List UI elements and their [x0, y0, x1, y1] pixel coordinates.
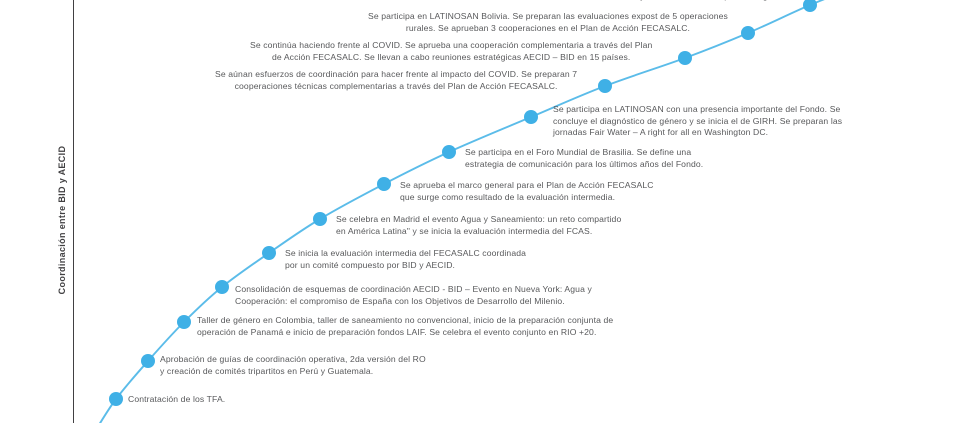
milestone-dot-latinosan-bolivia [741, 26, 755, 40]
milestone-label-line: operación de Panamá e inicio de preparación fondos LAIF. Se celebra el evento conjunto en RIO +20. [197, 326, 597, 337]
milestone-label-line: Se aprueba el marco general para el Plan de Acción FECASALC [400, 180, 654, 190]
milestone-label-line: y creación de comités tripartitos en Perú y Guatemala. [160, 365, 374, 376]
milestone-label-marco-general-fecasalc [400, 180, 654, 203]
milestone-label-line: en América Latina" y se inicia la evaluación intermedia del FCAS. [336, 225, 593, 236]
milestone-dot-latinosan-presencia [524, 110, 538, 124]
milestone-label-line: Se participa en el Foro Mundial de Brasilia. Se define una [465, 147, 692, 157]
milestone-dot-marco-general-fecasalc [377, 177, 391, 191]
milestone-dot-inicio-evaluacion-intermedia [262, 246, 276, 260]
milestone-dot-continua-covid [678, 51, 692, 65]
milestone-label-continua-covid [250, 40, 652, 63]
milestone-label-evento-madrid [336, 214, 621, 237]
milestone-label-line: por un comité compuesto por BID y AECID. [285, 259, 456, 270]
milestone-label-line: Se participa en LATINOSAN con una presencia importante del Fondo. Se [553, 104, 841, 114]
milestone-label-line: Aprobación de guías de coordinación operativa, 2da versión del RO [160, 354, 426, 364]
milestone-label-line: cooperaciones técnicas complementarias a través del Plan de Acción FECASALC. [234, 80, 558, 91]
milestone-label-line: Se participa en LATINOSAN Bolivia. Se preparan las evaluaciones expost de 5 operaciones [368, 11, 728, 21]
milestone-label-esfuerzos-covid [215, 69, 577, 92]
milestone-label-latinosan-presencia [553, 104, 842, 139]
milestone-dot-foro-mundial-brasilia [442, 145, 456, 159]
milestone-label-line: jornadas Fair Water – A right for all en Washington DC. [553, 127, 769, 138]
milestone-label-foro-mundial-brasilia [465, 147, 703, 170]
milestone-dot-consolidacion-esquemas [215, 280, 229, 294]
milestone-label-line: Cooperación: el compromiso de España con los Objetivos de Desarrollo del Milenio. [235, 295, 565, 306]
milestone-label-aprobacion-guias [160, 354, 426, 377]
milestone-dot-esfuerzos-covid [598, 79, 612, 93]
milestone-label-line: Se celebra en Madrid el evento Agua y Saneamiento: un reto compartido [336, 214, 622, 224]
milestone-label-comunicacion-equidad-genero [563, 0, 793, 3]
milestone-label-line: de Acción FECASALC. Se llevan a cabo reuniones estratégicas AECID – BID en 15 países. [271, 51, 631, 62]
milestone-label-line: Taller de género en Colombia, taller de saneamiento no convencional, inicio de la preparación conjunta de [197, 315, 614, 325]
milestone-label-line: concluye el diagnóstico de género y se inicia el de GIRH. Se preparan las [553, 115, 843, 126]
milestone-label-inicio-evaluacion-intermedia [285, 248, 526, 271]
milestone-dot-contratacion-tfa [109, 392, 123, 406]
milestone-label-line: estrategia de comunicación para los últimos años del Fondo. [465, 158, 704, 169]
milestone-label-line: que surge como resultado de la evaluación intermedia. [400, 191, 616, 202]
milestone-label-line: Consolidación de esquemas de coordinación AECID - BID – Evento en Nueva York: Agua y [235, 284, 592, 294]
milestone-label-line: rurales. Se aprueban 3 cooperaciones en el Plan de Acción FECASALC. [405, 22, 691, 33]
milestone-label-line: Contratación de los TFA. [128, 394, 226, 404]
milestone-dot-taller-genero [177, 315, 191, 329]
milestone-dot-comunicacion-equidad-genero [803, 0, 817, 12]
milestone-dot-evento-madrid [313, 212, 327, 226]
milestone-label-latinosan-bolivia [368, 11, 728, 34]
milestone-label-line: Se continúa haciendo frente al COVID. Se aprueba una cooperación complementaria a través del Plan [250, 40, 653, 50]
milestone-label-line [563, 0, 793, 3]
milestone-label-taller-genero [197, 315, 613, 338]
milestone-label-contratacion-tfa [128, 394, 225, 406]
milestone-label-line: Se inicia la evaluación intermedia del FECASALC coordinada [285, 248, 527, 258]
milestone-label-line: Se aúnan esfuerzos de coordinación para hacer frente al impacto del COVID. Se preparan 7 [215, 69, 578, 79]
y-axis-label: Coordinación entre BID y AECID [57, 145, 67, 295]
milestone-dot-aprobacion-guias [141, 354, 155, 368]
milestone-label-consolidacion-esquemas [235, 284, 592, 307]
